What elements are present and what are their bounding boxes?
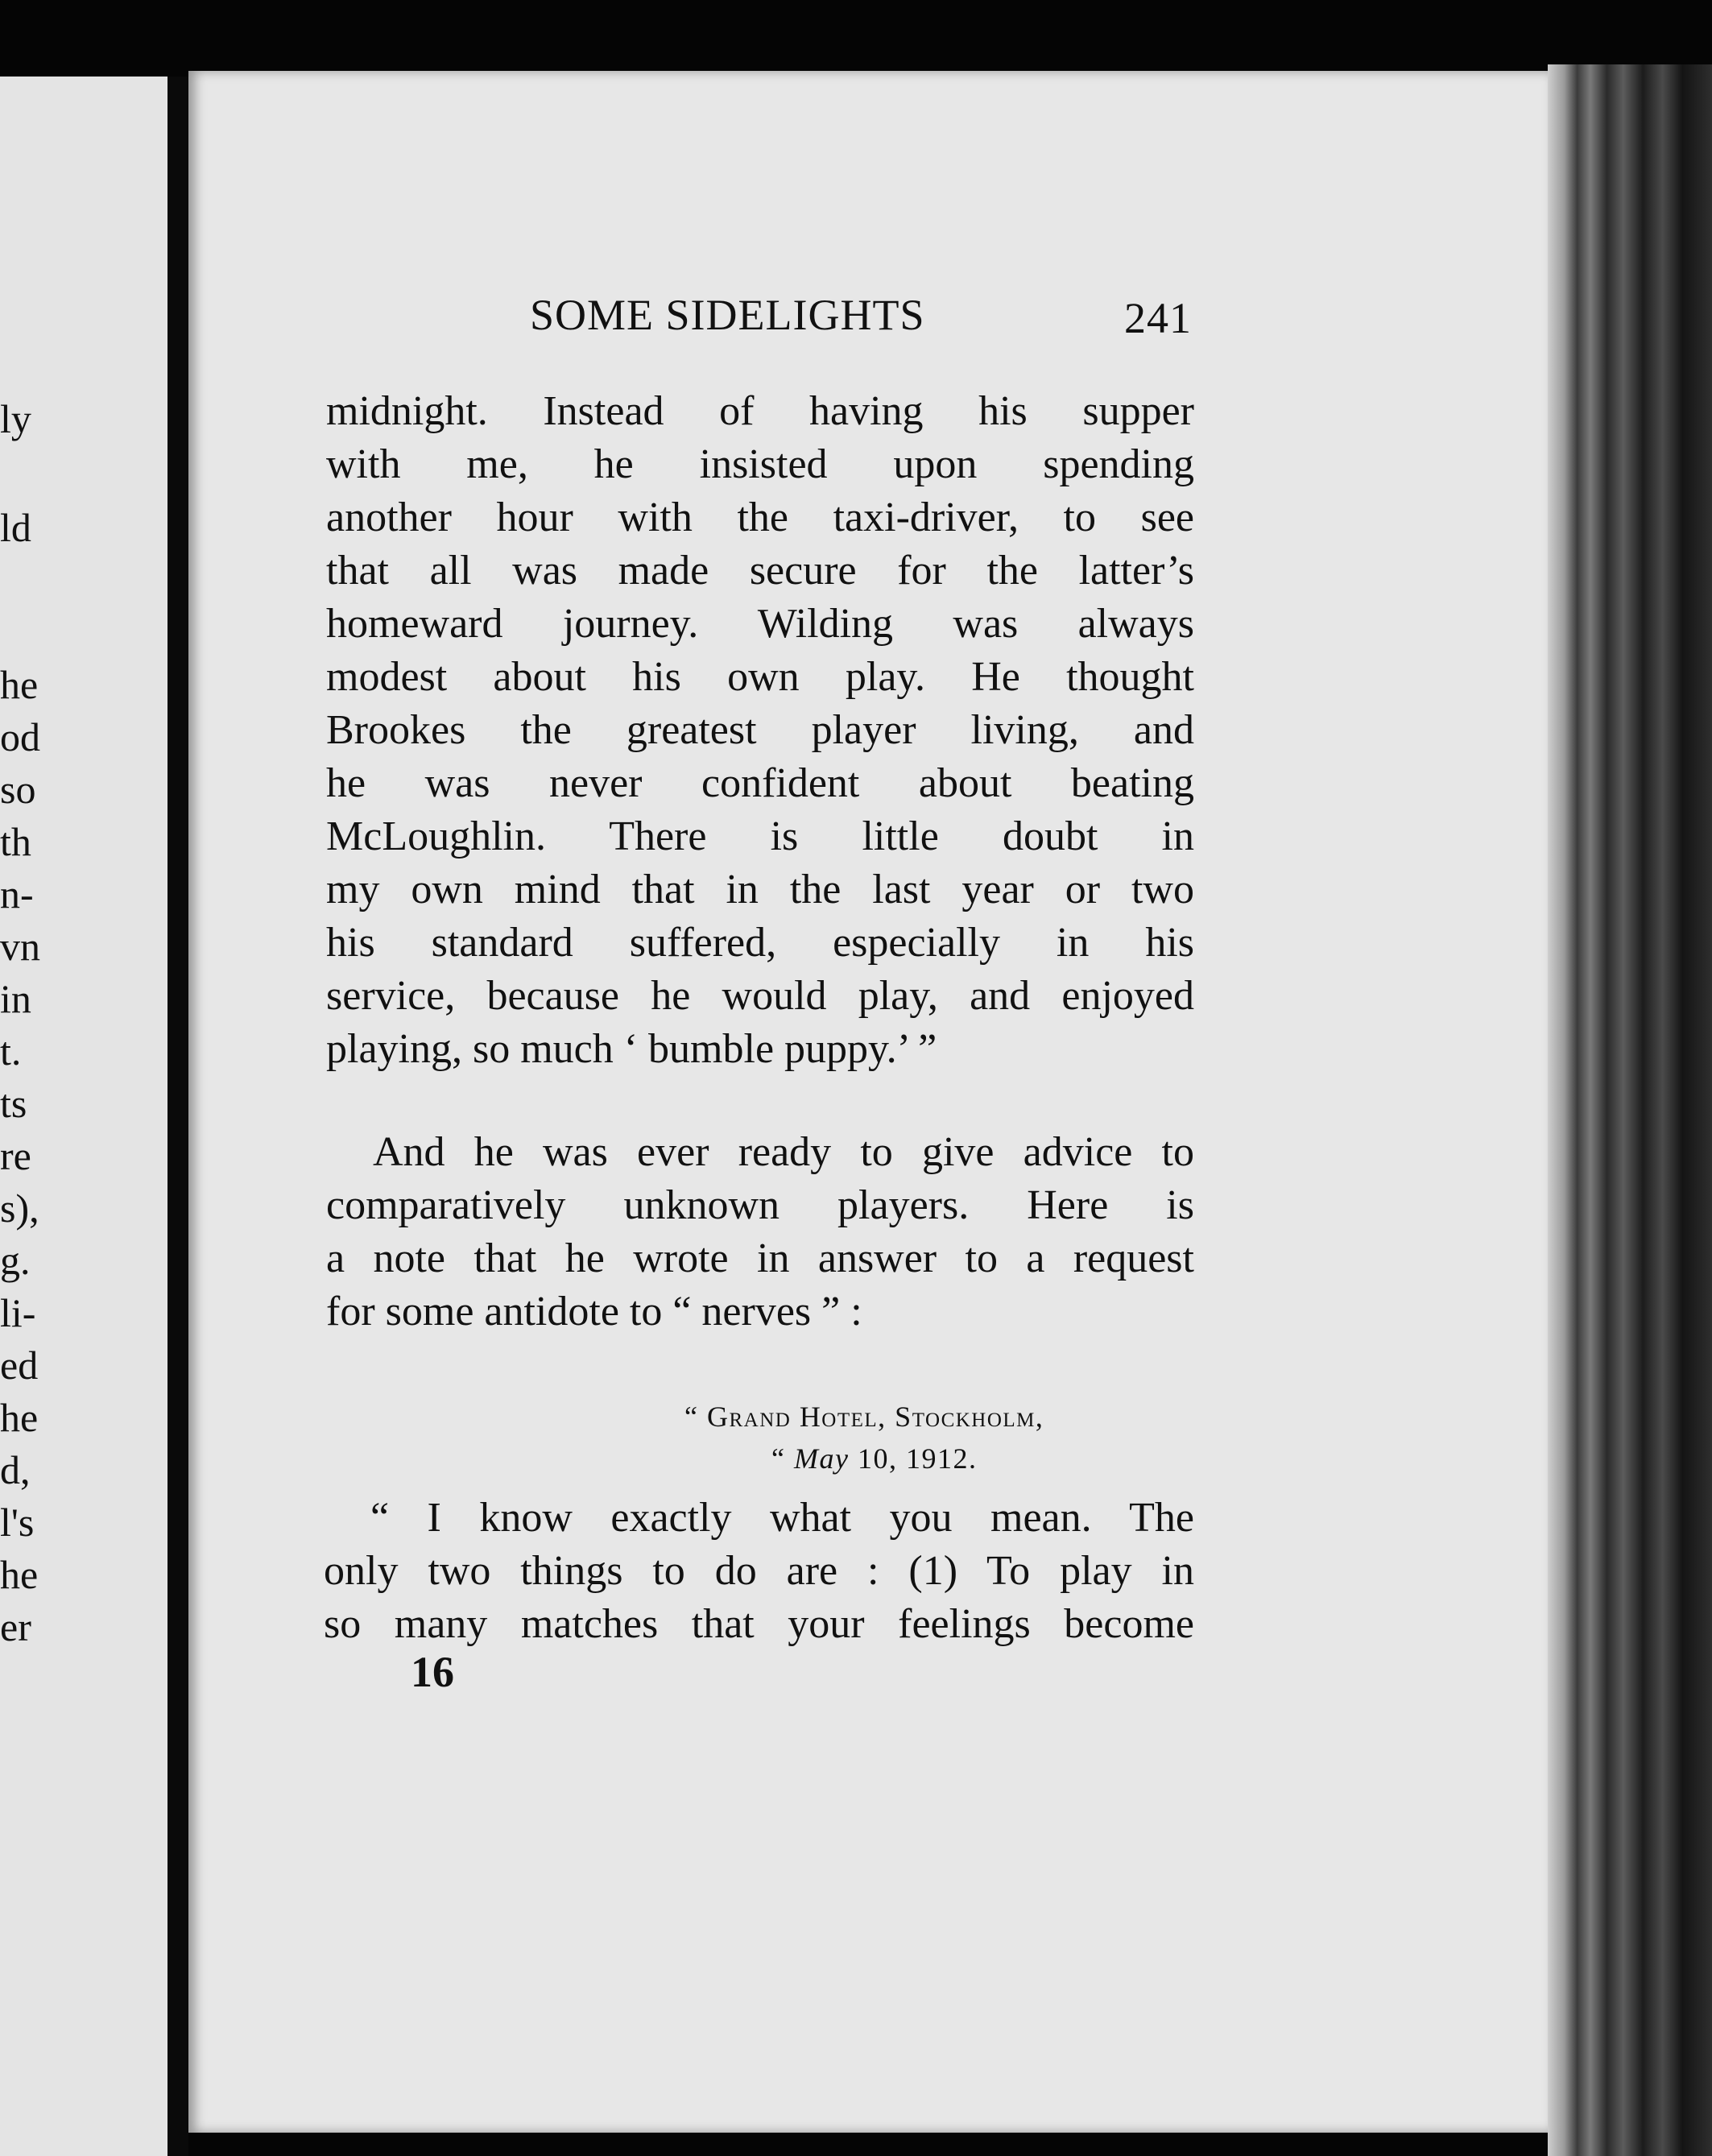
running-title: SOME SIDELIGHTS <box>530 291 925 339</box>
page-stack-edge <box>1548 64 1712 2156</box>
page-number: 241 <box>1124 294 1192 342</box>
left-fragment: od <box>0 714 40 759</box>
left-fragment: er <box>0 1604 31 1649</box>
text-line: modest about his own play. He thought <box>326 654 1194 700</box>
left-fragment: ts <box>0 1081 27 1126</box>
text-line: “ I know exactly what you mean. The <box>370 1495 1194 1541</box>
text-line: homeward journey. Wilding was always <box>326 601 1194 647</box>
left-fragment: in <box>0 976 31 1021</box>
left-fragment: ld <box>0 505 31 550</box>
text-line: Brookes the greatest player living, and <box>326 707 1194 753</box>
left-fragment: l's <box>0 1500 35 1545</box>
text-line: midnight. Instead of having his supper <box>326 388 1194 434</box>
text-line: with me, he insisted upon spending <box>326 441 1194 487</box>
body-text <box>326 385 1194 1339</box>
text-line: so many matches that your feelings become <box>324 1601 1194 1647</box>
date-rest: 10, 1912. <box>849 1442 978 1475</box>
left-fragment: re <box>0 1133 31 1178</box>
left-fragment: d, <box>0 1447 31 1492</box>
left-fragment: he <box>0 1395 39 1440</box>
text-line: comparatively unknown players. Here is <box>326 1182 1194 1228</box>
text-line: McLoughlin. There is little doubt in <box>326 813 1194 859</box>
left-fragment: s), <box>0 1186 39 1231</box>
text-line: his standard suffered, especially in his <box>326 920 1194 966</box>
letter-text <box>324 1492 1194 1651</box>
left-fragment: vn <box>0 924 40 969</box>
text-line: playing, so much ‘ bumble puppy.’ ” <box>326 1026 937 1072</box>
text-line: service, because he would play, and enjoyed <box>326 973 1194 1019</box>
text-line: another hour with the taxi-driver, to see <box>326 495 1194 540</box>
left-fragment: so <box>0 767 36 812</box>
left-fragment: n- <box>0 871 34 917</box>
text-line: my own mind that in the last year or two <box>326 867 1194 912</box>
text-line: only two things to do are : (1) To play in <box>324 1548 1194 1594</box>
text-line: for some antidote to “ nerves ” : <box>326 1289 862 1335</box>
book-gutter <box>167 77 188 2156</box>
left-facing-page <box>0 77 167 2156</box>
left-fragment: th <box>0 819 31 864</box>
running-head <box>515 290 1200 346</box>
paragraph-gap <box>326 1076 1194 1126</box>
left-fragment: g. <box>0 1238 31 1283</box>
left-fragment: ed <box>0 1343 39 1388</box>
left-fragment: ly <box>0 396 31 441</box>
left-fragment: he <box>0 1552 39 1597</box>
left-fragment: t. <box>0 1028 22 1074</box>
signature-mark: 16 <box>411 1648 454 1696</box>
text-line: a note that he wrote in answer to a request <box>326 1235 1194 1281</box>
letter-place-line: “ Grand Hotel, Stockholm, <box>684 1401 1044 1433</box>
letter-date-line <box>771 1442 977 1475</box>
text-line: that all was made secure for the latter’s <box>326 548 1194 594</box>
date-month: May <box>793 1442 850 1475</box>
paragraph <box>326 1126 1194 1339</box>
paragraph <box>326 385 1194 1076</box>
text-line: And he was ever ready to give advice to <box>373 1129 1194 1175</box>
date-open-quote: “ <box>771 1442 794 1475</box>
text-line: he was never confident about beating <box>326 760 1194 806</box>
left-fragment: li- <box>0 1290 36 1335</box>
left-fragment: he <box>0 662 39 707</box>
